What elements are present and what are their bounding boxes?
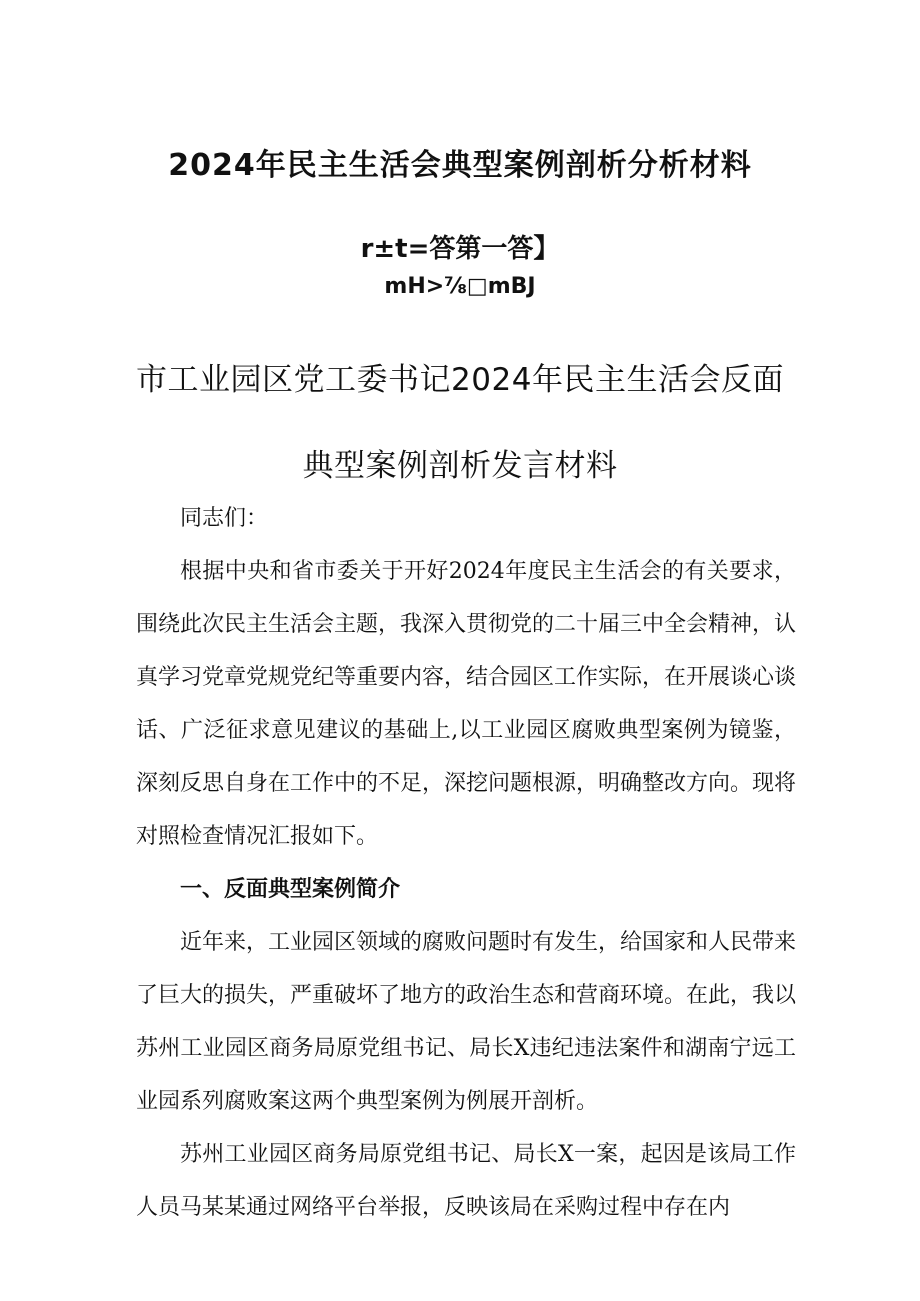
- garbled-line-1: r±t=答第一答】: [360, 234, 560, 264]
- main-title: 2024年民主生活会典型案例剖析分析材料: [168, 148, 752, 183]
- garbled-line-2: mH>⅞□mBJ: [384, 274, 536, 299]
- subtitle-line-2: 典型案例剖析发言材料: [302, 448, 618, 484]
- subtitle-line-1: 市工业园区党工委书记2024年民主生活会反面: [136, 362, 784, 398]
- paragraph-intro: 根据中央和省市委关于开好2024年度民主生活会的有关要求，围绕此次民主生活会主题，我深入贯彻党的二十届三中全会精神，认真学习党章党规党纪等重要内容，结合园区工作实际，在开展谈心谈话、广泛征求意见建议的基础上,以工业园区腐败典型案例为镜鉴，深刻反思自身在工作中的不足，深挖问题根源，明确整改方向。现将对照检查情况汇报如下。: [136, 559, 797, 849]
- salutation: 同志们：: [180, 506, 269, 531]
- paragraph-case-overview: 近年来，工业园区领域的腐败问题时有发生，给国家和人民带来了巨大的损失，严重破坏了地方的政治生态和营商环境。在此，我以苏州工业园区商务局原党组书记、局长X违纪违法案件和湖南宁远工业园系列腐败案这两个典型案例为例展开剖析。: [136, 930, 797, 1114]
- section-heading: 一、反面典型案例简介: [180, 877, 401, 902]
- document-body: [136, 492, 796, 1234]
- paragraph-suzhou-case: 苏州工业园区商务局原党组书记、局长X一案，起因是该局工作人员马某某通过网络平台举报，反映该局在采购过程中存在内: [136, 1142, 796, 1220]
